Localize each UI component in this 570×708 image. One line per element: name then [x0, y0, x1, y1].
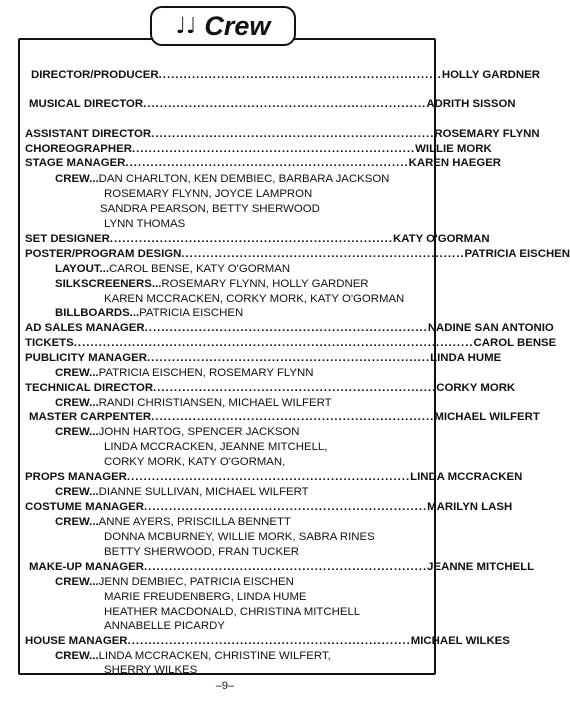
role-line: MUSICAL DIRECTOR .................................................................... ADRITH SISSON: [29, 98, 516, 110]
crew-line: CREW...JOHN HARTOG, SPENCER JACKSON: [55, 426, 300, 438]
role-line: SET DESIGNER .................................................................... KATY O'GORMAN: [25, 233, 490, 245]
music-notes-icon: ♩♩: [175, 13, 197, 39]
crew-line: BILLBOARDS...PATRICIA EISCHEN: [55, 307, 244, 319]
crew-line: KAREN MCCRACKEN, CORKY MORK, KATY O'GORMAN: [104, 293, 405, 305]
role-line: STAGE MANAGER .................................................................... KAREN HAEGER: [25, 157, 502, 169]
crew-line: CREW...DAN CHARLTON, KEN DEMBIEC, BARBARA JACKSON: [55, 173, 390, 185]
crew-line: ANNABELLE PICARDY: [104, 620, 225, 632]
crew-line: BETTY SHERWOOD, FRAN TUCKER: [104, 546, 299, 558]
crew-line: SANDRA PEARSON, BETTY SHERWOOD: [100, 203, 320, 215]
crew-line: MARIE FREUDENBERG, LINDA HUME: [104, 591, 307, 603]
crew-line: SHERRY WILKES: [104, 664, 198, 676]
role-line: AD SALES MANAGER .................................................................... NADINE SAN ANTONIO: [25, 322, 554, 334]
role-line: POSTER/PROGRAM DESIGN .................................................................... PATRICIA EISCHEN: [25, 248, 570, 260]
crew-line: LYNN THOMAS: [104, 218, 186, 230]
role-line: MAKE-UP MANAGER .................................................................... JEANNE MITCHELL: [29, 561, 535, 573]
crew-line: CORKY MORK, KATY O'GORMAN,: [104, 456, 286, 468]
role-line: DIRECTOR/PRODUCER .................................................................... HOLLY GARDNER: [31, 69, 540, 81]
role-line: HOUSE MANAGER .................................................................... MICHAEL WILKES: [25, 635, 510, 647]
crew-line: LINDA MCCRACKEN, JEANNE MITCHELL,: [104, 441, 328, 453]
crew-line: CREW...PATRICIA EISCHEN, ROSEMARY FLYNN: [55, 367, 314, 379]
crew-line: HEATHER MACDONALD, CHRISTINA MITCHELL: [104, 606, 361, 618]
role-line: COSTUME MANAGER .................................................................... MARILYN LASH: [25, 501, 513, 513]
crew-line: ROSEMARY FLYNN, JOYCE LAMPRON: [104, 188, 313, 200]
crew-line: CREW...ANNE AYERS, PRISCILLA BENNETT: [55, 516, 291, 528]
crew-line: CREW...JENN DEMBIEC, PATRICIA EISCHEN: [55, 576, 294, 588]
role-line: PUBLICITY MANAGER .................................................................... LINDA HUME: [25, 352, 502, 364]
role-line: MASTER CARPENTER .................................................................... MICHAEL WILFERT: [29, 411, 540, 423]
crew-line: CREW...LINDA MCCRACKEN, CHRISTINE WILFERT,: [55, 650, 331, 662]
crew-line: SILKSCREENERS...ROSEMARY FLYNN, HOLLY GARDNER: [55, 278, 369, 290]
role-line: PROPS MANAGER .................................................................... LINDA MCCRACKEN: [25, 471, 523, 483]
role-line: CHOREOGRAPHER .................................................................... WILLIE MORK: [25, 143, 492, 155]
crew-line: DONNA MCBURNEY, WILLIE MORK, SABRA RINES: [104, 531, 375, 543]
page-title: Crew: [204, 10, 271, 41]
crew-line: LAYOUT...CAROL BENSE, KATY O'GORMAN: [55, 263, 291, 275]
crew-line: CREW...DIANNE SULLIVAN, MICHAEL WILFERT: [55, 486, 309, 498]
role-line: ASSISTANT DIRECTOR .................................................................... ROSEMARY FLYNN: [25, 128, 540, 140]
page-number: –9–: [215, 680, 235, 692]
role-line: TICKETS ................................................................................................ CAROL BENSE: [25, 337, 557, 349]
crew-line: CREW...RANDI CHRISTIANSEN, MICHAEL WILFERT: [55, 397, 332, 409]
role-line: TECHNICAL DIRECTOR .................................................................... CORKY MORK: [25, 382, 516, 394]
title-box: [150, 6, 296, 46]
